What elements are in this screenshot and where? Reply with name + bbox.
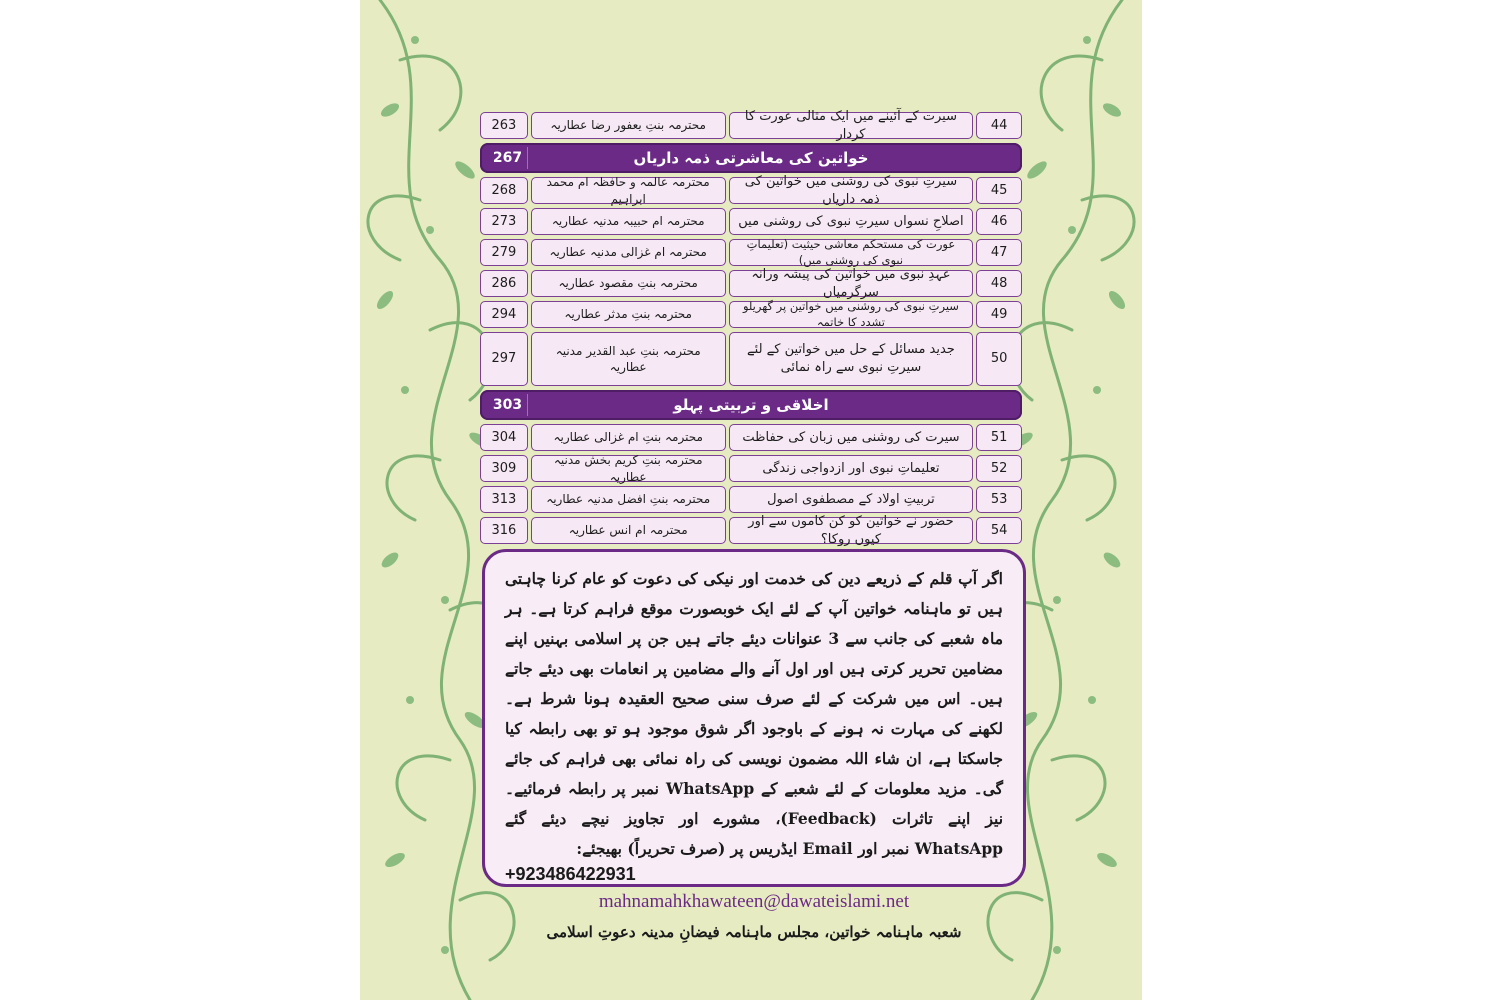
toc-row [480, 266, 1022, 300]
toc-row [480, 236, 1022, 267]
toc-title: سیرتِ نبوی کی روشنی میں خواتین پر گھریلو تشدد کا خاتمہ [729, 301, 974, 328]
toc-number: 49 [976, 301, 1022, 328]
toc-number: 54 [976, 517, 1022, 544]
toc-title: سیرتِ نبوی کی روشنی میں خواتین کی ذمہ داریاں [729, 177, 974, 204]
toc-number: 45 [976, 177, 1022, 204]
toc-page-number: 316 [480, 517, 528, 544]
toc-author: محترمہ بنتِ عبد القدیر مدنیہ عطاریہ [531, 332, 726, 386]
section-title: اخلاقی و تربیتی پہلو [673, 396, 829, 414]
toc-number: 48 [976, 270, 1022, 297]
notice-body: اگر آپ قلم کے ذریعے دین کی خدمت اور نیکی کی دعوت کو عام کرنا چاہتی ہیں تو ماہنامہ خواتین آپ کے لئے ایک خوبصورت موقع فراہم کرتا ہے۔ ہر ماہ شعبے کی جانب سے 3 عنوانات دیئے جاتے ہیں جن پر اسلامی بہنیں اپنے مضامین تحریر کرتی ہیں اور اول آنے والے مضامین پر انعامات بھی دیئے جاتے ہیں۔ اس میں شرکت کے لئے صرف سنی صحیح العقیدہ ہونا شرط ہے۔ لکھنے کی مہارت نہ ہونے کے باوجود اگر شوق موجود ہو تو بھی رابطہ کیا جاسکتا ہے، ان شاء اللہ مضمون نویسی کی راہ نمائی بھی فراہم کی جائے گی۔ مزید معلومات کے لئے شعبے کے WhatsApp نمبر پر رابطہ فرمائیے۔ نیز اپنے تاثرات (Feedback)، مشورے اور تجاویز نیچے دیئے گئے WhatsApp نمبر اور Email ایڈریس پر (صرف تحریراً) بھیجئے: [505, 569, 1004, 858]
toc-title: تربیتِ اولاد کے مصطفوی اصول [729, 486, 974, 513]
toc-page-number: 294 [480, 301, 528, 328]
toc-page-number: 273 [480, 208, 528, 235]
toc-page-number: 313 [480, 486, 528, 513]
toc-number: 51 [976, 424, 1022, 451]
toc-author: محترمہ بنتِ مقصود عطاریہ [531, 270, 726, 297]
toc-row [480, 455, 1022, 482]
department-footer: شعبہ ماہنامہ خواتین، مجلس ماہنامہ فیضانِ مدینہ دعوتِ اسلامی [546, 923, 962, 941]
toc-row [480, 208, 1022, 235]
toc-author: محترمہ بنتِ ام غزالی عطاریہ [531, 424, 726, 451]
table-of-contents [480, 108, 1022, 548]
section-page-number: 267 [488, 147, 528, 169]
toc-author: محترمہ بنتِ مدثر عطاریہ [531, 301, 726, 328]
section-page-number: 303 [488, 394, 528, 416]
magazine-page [360, 0, 1142, 1000]
toc-title: حضور نے خواتین کو کن کاموں سے اور کیوں روکا؟ [729, 517, 974, 544]
toc-page-number: 263 [480, 112, 528, 139]
toc-title: جدید مسائل کے حل میں خواتین کے لئے سیرتِ نبوی سے راہ نمائی [729, 332, 974, 386]
toc-row [480, 298, 1022, 329]
toc-title: اصلاحِ نسواں سیرتِ نبوی کی روشنی میں [729, 208, 974, 235]
toc-author: محترمہ بنتِ کریم بخش مدنیہ عطاریہ [531, 455, 726, 482]
toc-author: محترمہ ام غزالی مدنیہ عطاریہ [531, 239, 726, 266]
toc-row [480, 173, 1022, 207]
toc-author: محترمہ ام حبیبہ مدنیہ عطاریہ [531, 208, 726, 235]
toc-page-number: 286 [480, 270, 528, 297]
toc-row [480, 513, 1022, 547]
toc-title: سیرت کی روشنی میں زبان کی حفاظت [729, 424, 974, 451]
toc-row [480, 424, 1022, 451]
toc-page-number: 304 [480, 424, 528, 451]
toc-page-number: 309 [480, 455, 528, 482]
toc-title: عہدِ نبوی میں خواتین کی پیشہ ورانہ سرگرمیاں [729, 270, 974, 297]
toc-row [480, 486, 1022, 513]
toc-title: سیرت کے آئینے میں ایک مثالی عورت کا کردار [729, 112, 974, 139]
toc-number: 50 [976, 332, 1022, 386]
toc-number: 47 [976, 239, 1022, 266]
toc-number: 44 [976, 112, 1022, 139]
submission-notice-box [482, 549, 1026, 941]
toc-title: تعلیماتِ نبوی اور ازدواجی زندگی [729, 455, 974, 482]
toc-author: محترمہ ام انس عطاریہ [531, 517, 726, 544]
toc-number: 46 [976, 208, 1022, 235]
whatsapp-number: +923486422931 [505, 864, 636, 884]
toc-author: محترمہ بنتِ یعفور رضا عطاریہ [531, 112, 726, 139]
toc-title: عورت کی مستحکم معاشی حیثیت (تعلیماتِ نبوی کی روشنی میں) [729, 239, 974, 266]
toc-page-number: 279 [480, 239, 528, 266]
section-header [480, 390, 1022, 420]
toc-number: 53 [976, 486, 1022, 513]
contact-email[interactable]: mahnamahkhawateen@dawateislami.net [598, 891, 910, 912]
toc-number: 52 [976, 455, 1022, 482]
toc-row [480, 332, 1022, 386]
toc-page-number: 297 [480, 332, 528, 386]
toc-page-number: 268 [480, 177, 528, 204]
section-title: خواتین کی معاشرتی ذمہ داریاں [633, 149, 869, 167]
toc-row [480, 108, 1022, 142]
toc-author: محترمہ عالمہ و حافظہ ام محمد ابراہیم [531, 177, 726, 204]
section-header [480, 143, 1022, 173]
toc-author: محترمہ بنتِ افضل مدنیہ عطاریہ [531, 486, 726, 513]
